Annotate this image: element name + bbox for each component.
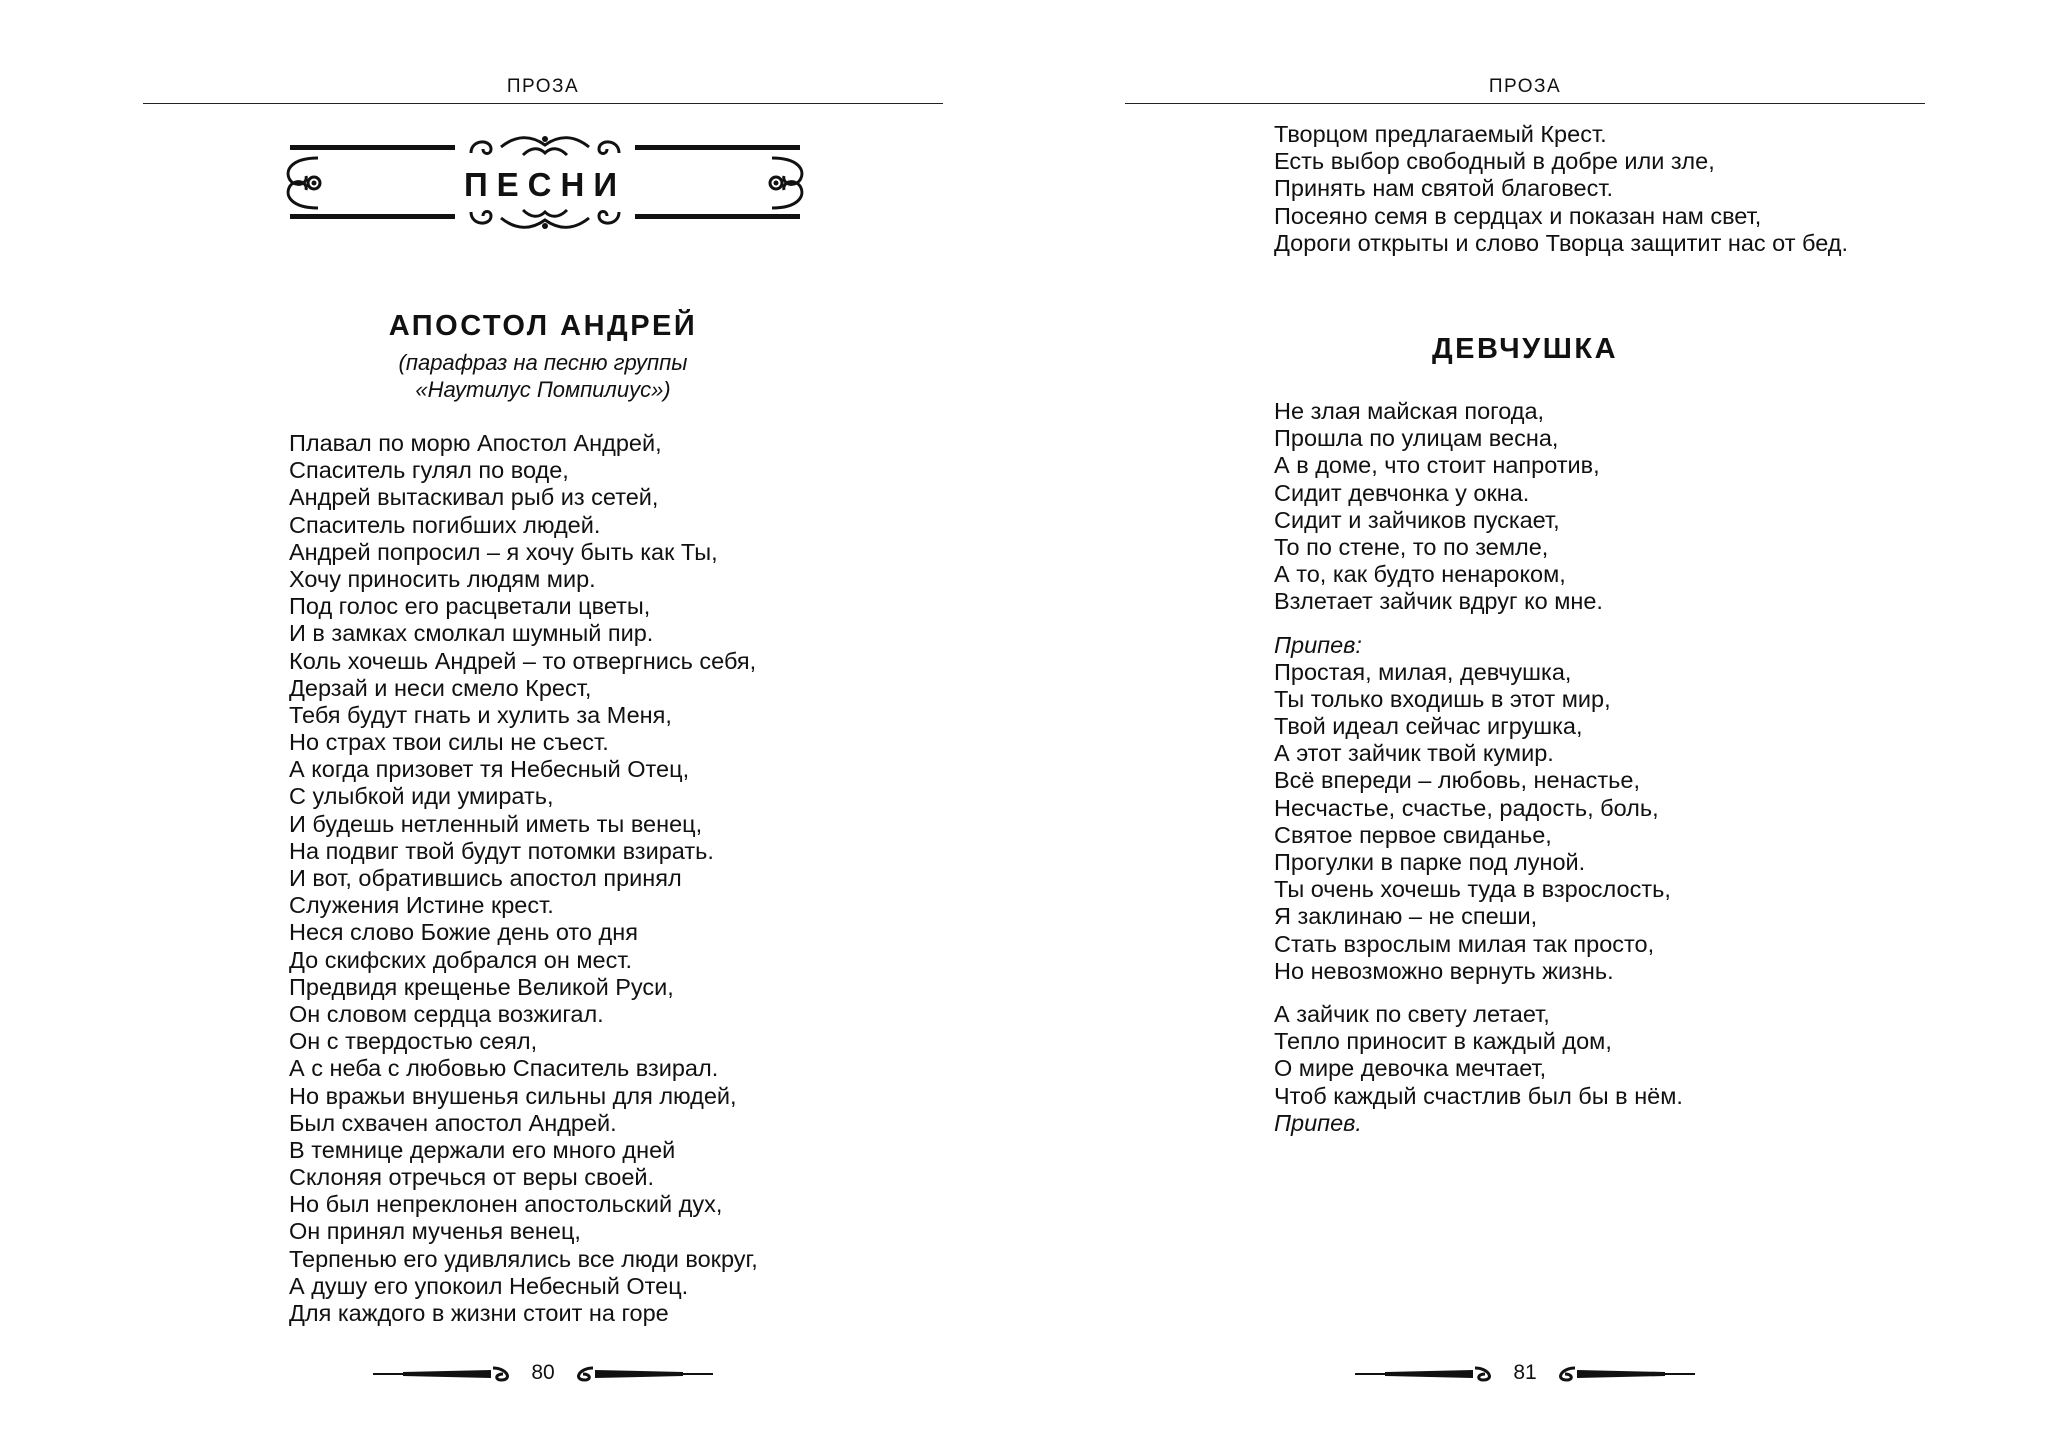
verse-line: Прогулки в парке под луной. (1274, 849, 1586, 875)
verse-line: Склоняя отречься от веры своей. (289, 1164, 655, 1191)
banner-rule-top-right (635, 145, 800, 150)
header-rule (1125, 103, 1925, 104)
verse-line: То по стене, то по земле, (1274, 533, 1549, 560)
verse-line: И будешь нетленный иметь ты венец, (289, 810, 703, 837)
verse-line: Служения Истине крест. (289, 892, 554, 919)
verse-line: Взлетает зайчик вдруг ко мне. (1274, 588, 1603, 615)
page-footer (1355, 1361, 1695, 1387)
verse-line: Сидит девчонка у окна. (1274, 479, 1530, 506)
verse-line: Коль хочешь Андрей – то отвергнись себя, (289, 647, 757, 674)
verse-line: Для каждого в жизни стоит на горе (289, 1300, 669, 1326)
verse-line: Святое первое свиданье, (1274, 821, 1552, 848)
verse-line: Андрей вытаскивал рыб из сетей, (289, 484, 659, 511)
stanza-gap (1274, 985, 1683, 1001)
verse-line: А когда призовет тя Небесный Отец, (289, 756, 690, 783)
folio-flourish-icon (565, 1365, 713, 1383)
verse-line: А этот зайчик твой кумир. (1274, 740, 1554, 767)
poem-body (1274, 398, 1683, 1137)
verse-line: Андрей попросил – я хочу быть как Ты, (289, 538, 718, 565)
verse-line: Чтоб каждый счастлив был бы в нём. (1274, 1082, 1683, 1109)
verse-line: Ты только входишь в этот мир, (1274, 685, 1611, 712)
verse-line: Но вражьи внушенья сильны для людей, (289, 1082, 737, 1109)
verse-line: И вот, обратившись апостол принял (289, 865, 682, 891)
verse-line: О мире девочка мечтает, (1274, 1055, 1547, 1082)
verse-line: Ты очень хочешь туда в взрослость, (1274, 876, 1671, 903)
verse-line: А в доме, что стоит напротив, (1274, 452, 1600, 479)
chorus-reference: Припев. (1274, 1109, 1362, 1136)
folio-flourish-icon (1355, 1365, 1503, 1383)
verse-line: Дороги открыты и слово Творца защитит нас от бед. (1274, 229, 1849, 256)
verse-line: До скифских добрался он мест. (289, 946, 633, 973)
verse-line: А зайчик по свету летает, (1274, 1000, 1550, 1027)
verse-line: Твой идеал сейчас игрушка, (1274, 713, 1583, 740)
verse-line: Творцом предлагаемый Крест. (1274, 121, 1607, 147)
chorus-label: Припев: (1274, 631, 1362, 658)
section-title: ПЕСНИ (463, 166, 627, 203)
section-banner (278, 128, 812, 236)
verse-line: Не злая майская погода, (1274, 398, 1545, 424)
page-number: 81 (1513, 1361, 1537, 1384)
page-number: 80 (531, 1361, 555, 1384)
verse-line: Сидит и зайчиков пускает, (1274, 506, 1560, 533)
verse-line: Плавал по морю Апостол Андрей, (289, 430, 662, 456)
running-head: ПРОЗА (506, 76, 580, 97)
scroll-flourish-icon (762, 152, 812, 214)
verse-line: Терпенью его удивлялись все люди вокруг, (289, 1245, 758, 1272)
poem-continuation (1274, 121, 1848, 257)
verse-line: Спаситель погибших людей. (289, 511, 601, 538)
verse-line: На подвиг твой будут потомки взирать. (289, 837, 714, 864)
verse-line: Дерзай и неси смело Крест, (289, 674, 592, 701)
verse-line: А душу его упокоил Небесный Отец. (289, 1272, 689, 1299)
verse-line: Стать взрослым милая так просто, (1274, 930, 1655, 957)
verse-line: А с неба с любовью Спаситель взирал. (289, 1055, 719, 1082)
verse-line: Простая, милая, девчушка, (1274, 658, 1572, 685)
banner-rule-top-left (290, 145, 455, 150)
header-rule (143, 103, 943, 104)
verse-line: Но был непреклонен апостольский дух, (289, 1191, 723, 1218)
verse-line: Я заклинаю – не спеши, (1274, 903, 1538, 930)
running-head: ПРОЗА (1488, 76, 1562, 97)
verse-line: Принять нам святой благовест. (1274, 175, 1614, 202)
verse-line: С улыбкой иди умирать, (289, 783, 554, 810)
poem-subtitle (143, 349, 943, 403)
verse-line: В темнице держали его много дней (289, 1136, 676, 1163)
verse-line: Но невозможно вернуть жизнь. (1274, 957, 1614, 984)
right-page (1029, 0, 2058, 1454)
scroll-flourish-icon (461, 204, 629, 234)
verse-line: Предвидя крещенье Великой Руси, (289, 973, 674, 1000)
banner-rule-bottom-left (290, 214, 455, 219)
subtitle-line: «Наутилус Помпилиус») (415, 377, 671, 402)
verse-line: И в замках смолкал шумный пир. (289, 620, 654, 647)
scroll-flourish-icon (461, 131, 629, 161)
verse-line: Всё впереди – любовь, ненастье, (1274, 767, 1640, 794)
verse-line: Был схвачен апостол Андрей. (289, 1109, 617, 1136)
banner-rule-bottom-right (635, 214, 800, 219)
poem-body (289, 430, 758, 1327)
poem-title: ДЕВЧУШКА (1431, 333, 1619, 365)
verse-line: Посеяно семя в сердцах и показан нам свет, (1274, 202, 1762, 229)
stanza-gap (1274, 616, 1683, 632)
verse-line: Есть выбор свободный в добре или зле, (1274, 148, 1715, 175)
verse-line: Он с твердостью сеял, (289, 1028, 538, 1055)
verse-line: Неся слово Божие день ото дня (289, 919, 638, 946)
verse-line: Он принял мученья венец, (289, 1218, 581, 1245)
verse-line: Тепло приносит в каждый дом, (1274, 1028, 1612, 1055)
subtitle-line: (парафраз на песню группы (398, 350, 688, 375)
verse-line: Несчастье, счастье, радость, боль, (1274, 794, 1659, 821)
folio-flourish-icon (1547, 1365, 1695, 1383)
verse-line: Он словом сердца возжигал. (289, 1000, 604, 1027)
verse-line: Но страх твои силы не съест. (289, 729, 609, 756)
verse-line: Хочу приносить людям мир. (289, 565, 596, 592)
scroll-flourish-icon (278, 152, 328, 214)
folio-flourish-icon (373, 1365, 521, 1383)
verse-line: Прошла по улицам весна, (1274, 425, 1559, 452)
poem-title: АПОСТОЛ АНДРЕЙ (388, 310, 698, 342)
verse-line: А то, как будто ненароком, (1274, 561, 1566, 588)
verse-line: Тебя будут гнать и хулить за Меня, (289, 701, 672, 728)
verse-line: Под голос его расцветали цветы, (289, 593, 651, 620)
verse-line: Спаситель гулял по воде, (289, 457, 569, 484)
page-footer (373, 1361, 713, 1387)
